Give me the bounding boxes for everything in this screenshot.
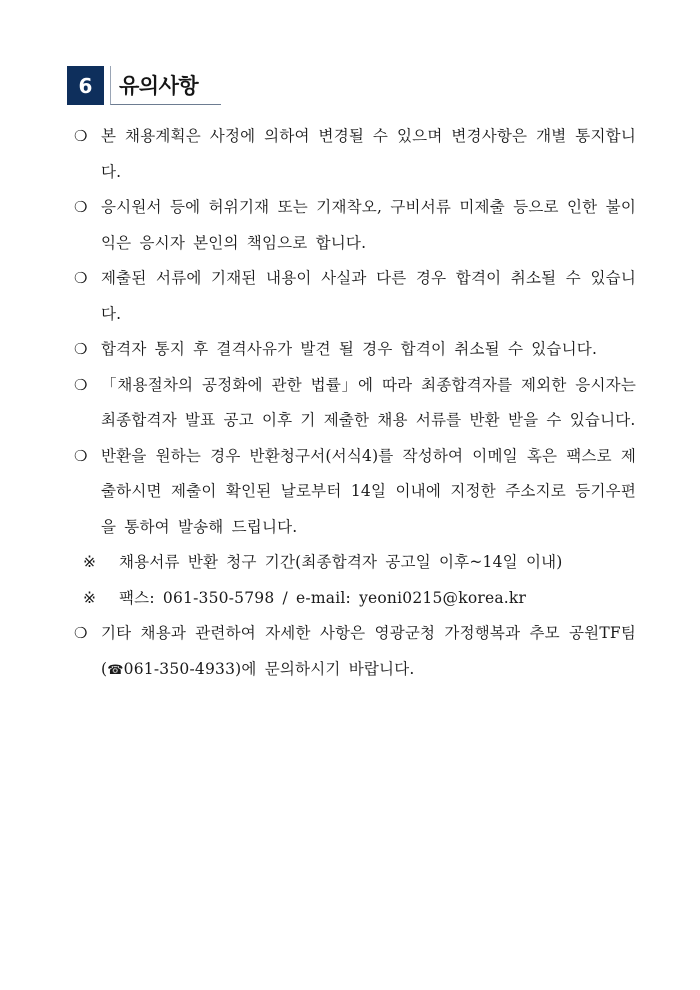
- notice-item-1: [74, 119, 636, 190]
- notice-item-2: [74, 190, 636, 261]
- notice-item-6: [74, 439, 636, 546]
- notice-list: [74, 119, 636, 688]
- notice-text: 제출된 서류에 기재된 내용이 사실과 다른 경우 합격이 취소될 수 있습니다.: [101, 269, 636, 323]
- circle-bullet-icon: ❍: [74, 269, 88, 287]
- notice-text: 응시원서 등에 허위기재 또는 기재착오, 구비서류 미제출 등으로 인한 불이익은 응시자 본인의 책임으로 합니다.: [101, 198, 636, 252]
- notice-text: 반환을 원하는 경우 반환청구서(서식4)를 작성하여 이메일 혹은 팩스로 제출하시면 제출이 확인된 날로부터 14일 이내에 지정한 주소지로 등기우편을 통하여 발송해 드립니다.: [101, 446, 636, 536]
- notice-item-inquiry: [74, 616, 636, 688]
- circle-bullet-icon: ❍: [74, 624, 88, 642]
- telephone-icon: ☎: [107, 662, 124, 678]
- notice-text: 합격자 통지 후 결격사유가 발견 될 경우 합격이 취소될 수 있습니다.: [101, 340, 598, 358]
- notice-item-3: [74, 261, 636, 332]
- notice-item-4: [74, 332, 636, 368]
- circle-bullet-icon: ❍: [74, 198, 88, 216]
- section-title: 유의사항: [119, 74, 199, 98]
- notice-text: 본 채용계획은 사정에 의하여 변경될 수 있으며 변경사항은 개별 통지합니다.: [101, 127, 636, 181]
- inquiry-phone-number: 061-350-4933: [123, 659, 236, 678]
- section-number-badge: 6: [67, 66, 104, 105]
- note-text: 팩스: 061-350-5798 / e-mail: yeoni0215@korea.kr: [119, 588, 527, 607]
- inquiry-text-after: )에 문의하시기 바랍니다.: [235, 659, 415, 678]
- inquiry-text-before: 기타 채용과 관련하여 자세한 사항은 영광군청 가정행복과 추모 공원TF팀(: [101, 624, 636, 678]
- circle-bullet-icon: ❍: [74, 127, 88, 145]
- circle-bullet-icon: ❍: [74, 375, 88, 394]
- reference-mark-icon: ※: [83, 588, 97, 607]
- note-contact: [83, 581, 636, 617]
- notice-item-5: [74, 368, 636, 439]
- circle-bullet-icon: ❍: [74, 340, 88, 358]
- notice-text: 「채용절차의 공정화에 관한 법률」에 따라 최종합격자를 제외한 응시자는 최종합격자 발표 공고 이후 기 제출한 채용 서류를 반환 받을 수 있습니다.: [101, 375, 636, 429]
- circle-bullet-icon: ❍: [74, 446, 88, 465]
- section-title-container: [110, 66, 221, 105]
- note-text: 채용서류 반환 청구 기간(최종합격자 공고일 이후~14일 이내): [119, 553, 563, 571]
- note-return-period: [83, 545, 636, 581]
- reference-mark-icon: ※: [83, 553, 97, 571]
- section-header: [67, 66, 221, 105]
